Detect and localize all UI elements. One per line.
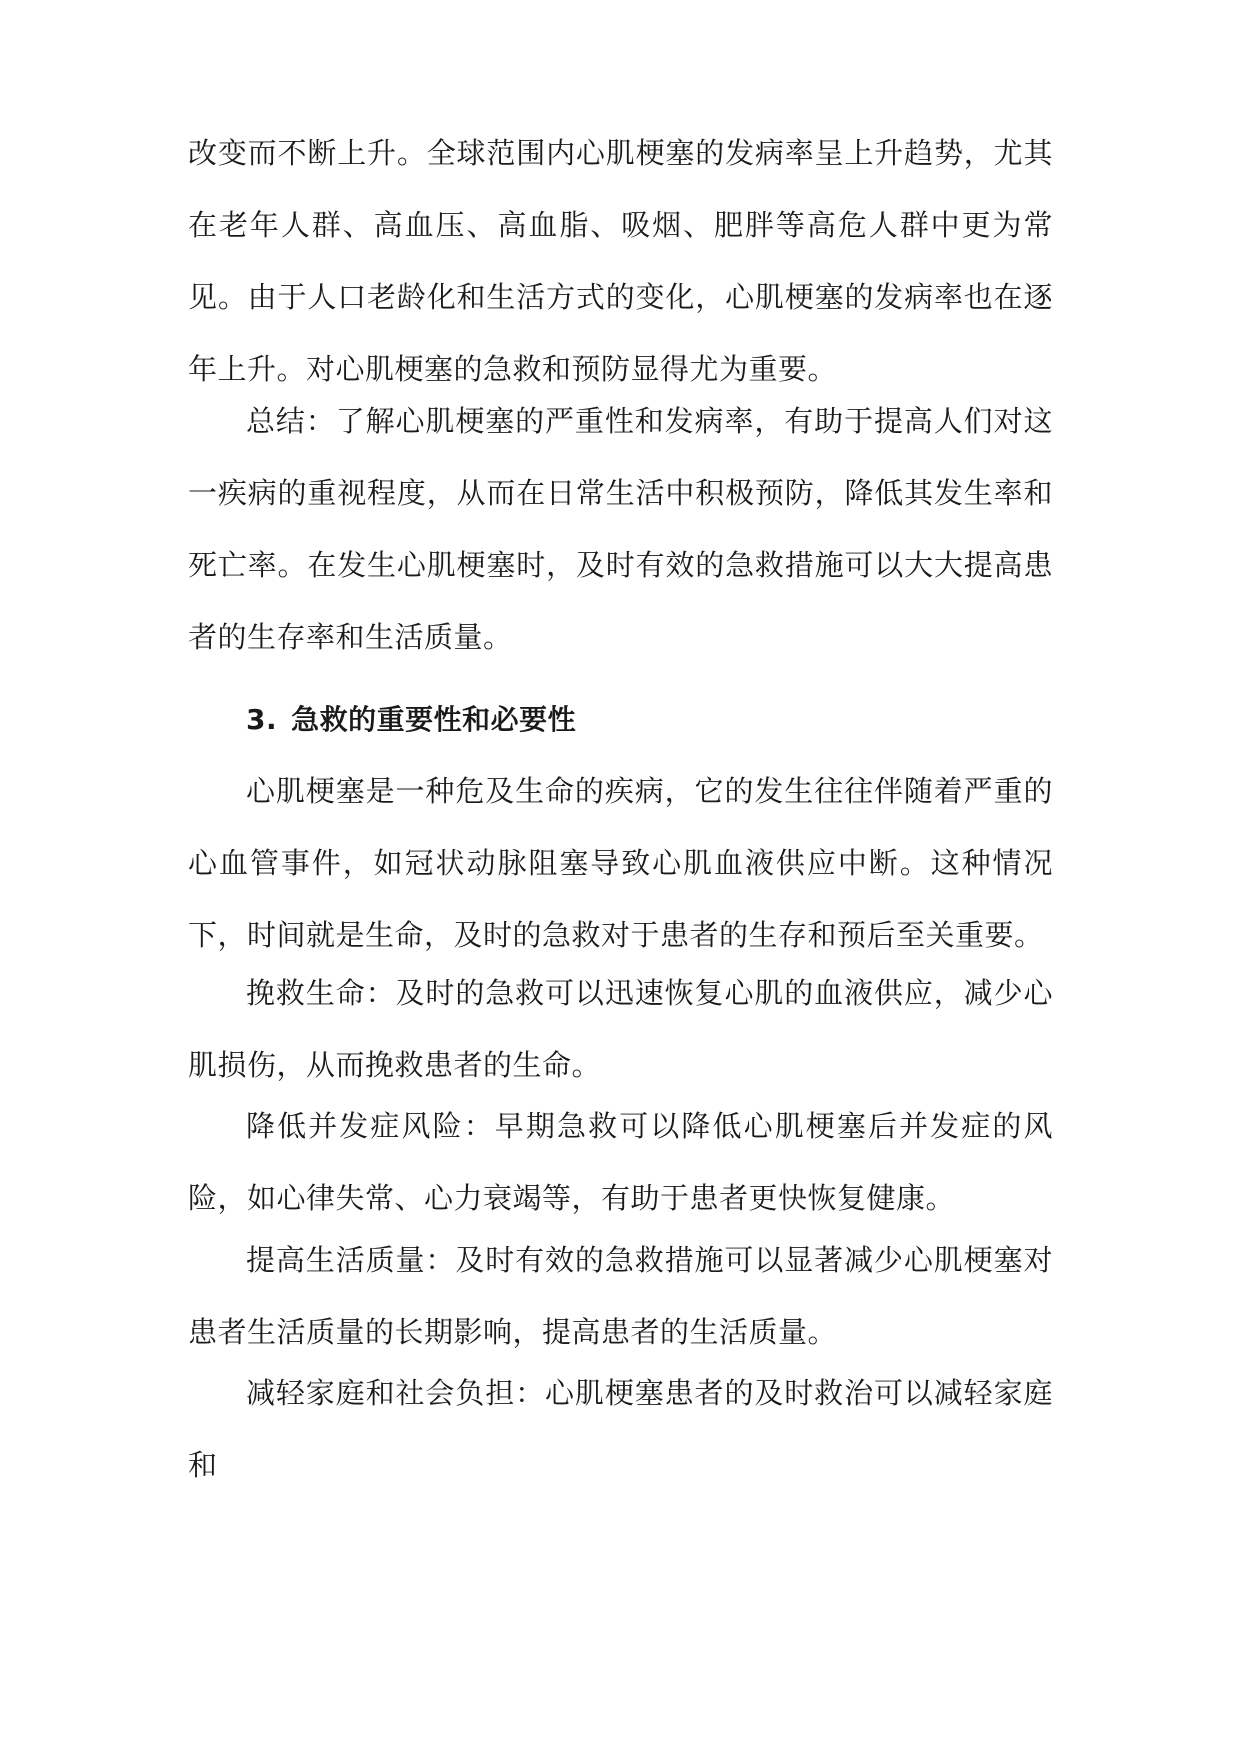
section-number: 3. (246, 703, 278, 736)
paragraph-importance-intro: 心肌梗塞是一种危及生命的疾病，它的发生往往伴随着严重的心血管事件，如冠状动脉阻塞导致心肌血液供应中断。这种情况下，时间就是生命，及时的急救对于患者的生存和预后至关重要。 (188, 774, 1053, 952)
document-page (188, 0, 1053, 1754)
paragraph-summary: 总结：了解心肌梗塞的严重性和发病率，有助于提高人们对这一疾病的重视程度，从而在日常生活中积极预防，降低其发生率和死亡率。在发生心肌梗塞时，及时有效的急救措施可以大大提高患者的生存率和生活质量。 (188, 404, 1053, 654)
paragraph-reduce-complications: 降低并发症风险：早期急救可以降低心肌梗塞后并发症的风险，如心律失常、心力衰竭等，有助于患者更快恢复健康。 (188, 1109, 1053, 1215)
paragraph-incidence: 改变而不断上升。全球范围内心肌梗塞的发病率呈上升趋势，尤其在老年人群、高血压、高血脂、吸烟、肥胖等高危人群中更为常见。由于人口老龄化和生活方式的变化，心肌梗塞的发病率也在逐年上升。对心肌梗塞的急救和预防显得尤为重要。 (188, 136, 1053, 386)
section-heading (246, 684, 576, 756)
paragraph-quality-of-life: 提高生活质量：及时有效的急救措施可以显著减少心肌梗塞对患者生活质量的长期影响，提高患者的生活质量。 (188, 1243, 1053, 1349)
paragraph-save-life: 挽救生命：及时的急救可以迅速恢复心肌的血液供应，减少心肌损伤，从而挽救患者的生命。 (188, 976, 1053, 1082)
paragraph-reduce-burden: 减轻家庭和社会负担：心肌梗塞患者的及时救治可以减轻家庭和 (188, 1376, 1053, 1482)
section-title: 急救的重要性和必要性 (291, 703, 577, 736)
